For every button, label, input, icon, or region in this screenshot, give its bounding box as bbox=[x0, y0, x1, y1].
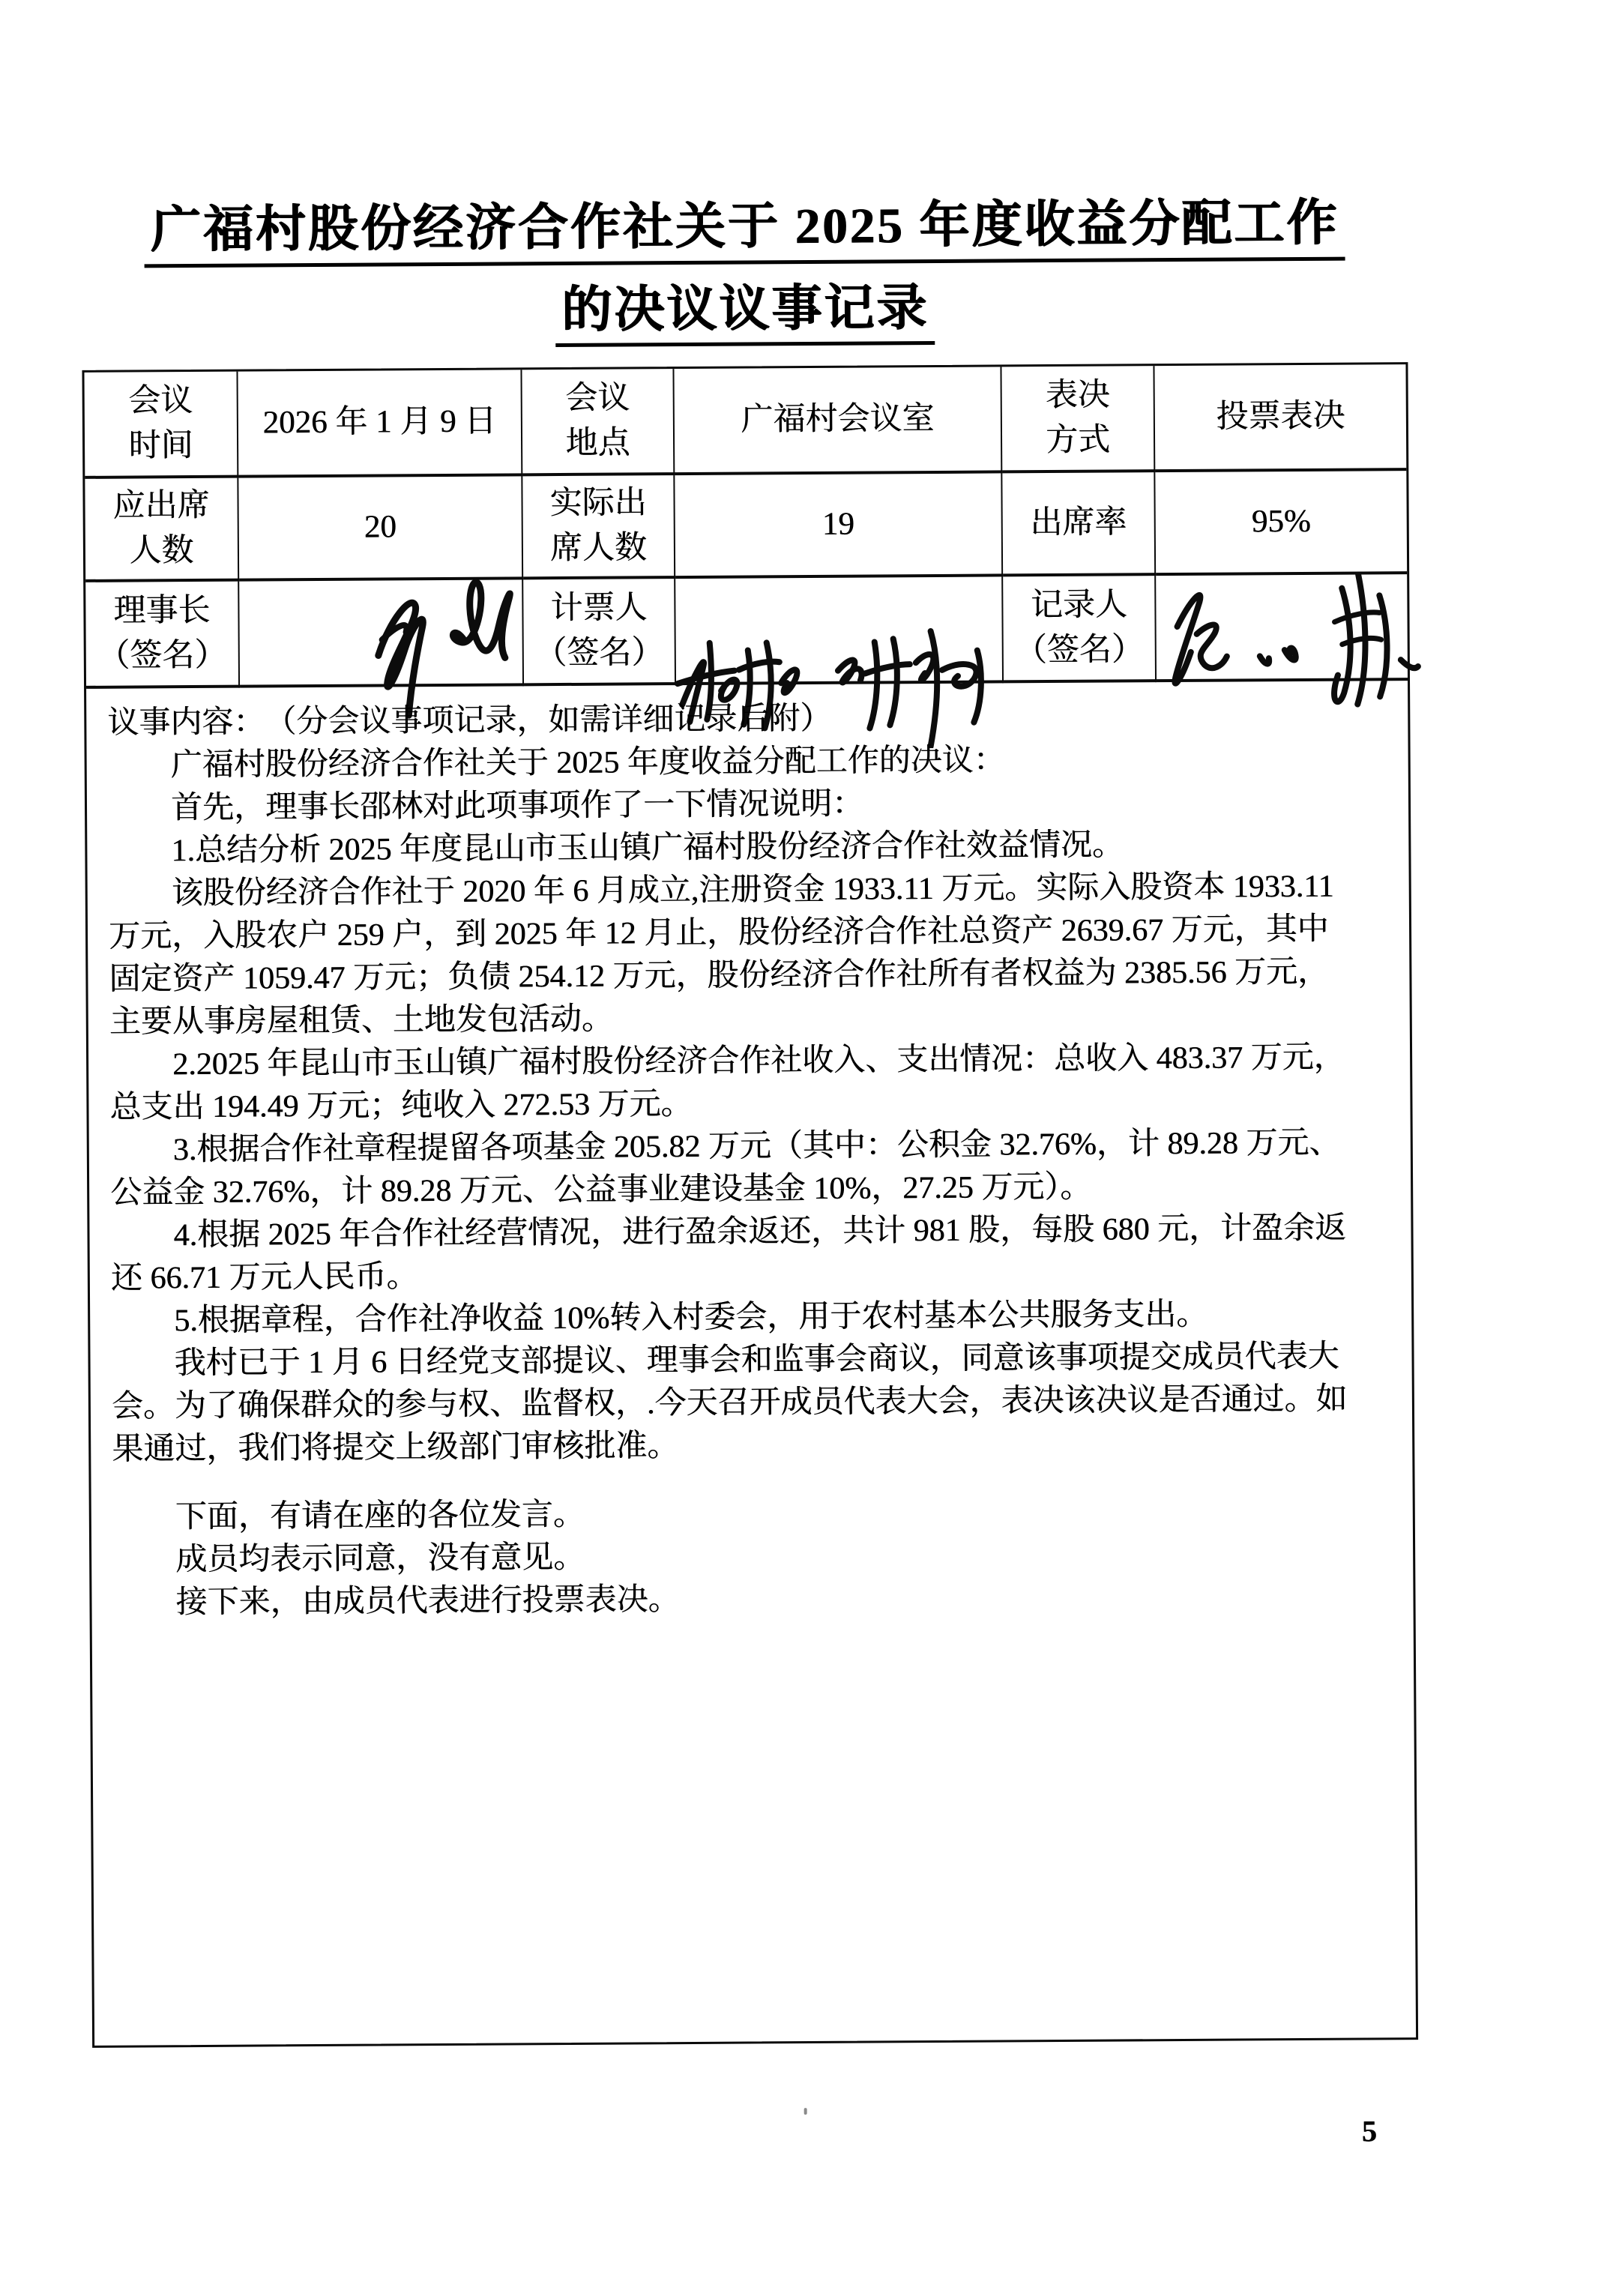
content-line: 下面，有请在座的各位发言。 bbox=[112, 1497, 585, 1535]
content-line: 4.根据 2025 年合作社经营情况，进行盈余返还，共计 981 股，每股 680 元，计盈余返 bbox=[110, 1211, 1347, 1253]
label-vote-method: 表决 方式 bbox=[1001, 366, 1155, 473]
content-line: 成员均表示同意，没有意见。 bbox=[112, 1540, 585, 1578]
label-chairman-signature: 理事长 （签名） bbox=[85, 582, 240, 689]
cell-recorder-signature bbox=[1156, 574, 1408, 682]
page-number: 5 bbox=[1361, 2114, 1377, 2148]
content-line: 3.根据合作社章程提留各项基金 205.82 万元（其中：公积金 32.76%，计 89.28 万元、 bbox=[109, 1125, 1341, 1168]
content-line: 主要从事房屋租赁、土地发包活动。 bbox=[109, 1001, 613, 1040]
value-meeting-time: 2026 年 1 月 9 日 bbox=[238, 370, 522, 477]
content-line: 首先，理事长邵林对此项事项作了一下情况说明： bbox=[107, 786, 864, 826]
content-line: 我村已于 1 月 6 日经党支部提议、理事会和监事会商议，同意该事项提交成员代表大 bbox=[111, 1339, 1339, 1381]
meeting-info-table bbox=[82, 362, 1418, 2048]
meeting-minutes-content bbox=[86, 681, 1416, 2046]
cell-chairman-signature bbox=[239, 579, 524, 687]
document-title-line-2: 的决议议事记录 bbox=[555, 281, 935, 348]
content-line: 万元，入股农户 259 户，到 2025 年 12 月止，股份经济合作社总资产 2639.67 万元，其中 bbox=[108, 912, 1329, 954]
cell-teller-signature bbox=[675, 576, 1004, 685]
content-line: 果通过，我们将提交上级部门审核批准。 bbox=[112, 1429, 679, 1467]
label-recorder-signature: 记录人 （签名） bbox=[1003, 576, 1157, 683]
label-teller-signature: 计票人 （签名） bbox=[523, 579, 676, 686]
content-line: 固定资产 1059.47 万元；负债 254.12 万元，股份经济合作社所有者权益为 2385.56 万元， bbox=[109, 954, 1330, 997]
content-line: 接下来，由成员代表进行投票表决。 bbox=[112, 1582, 680, 1621]
value-attendance-rate: 95% bbox=[1155, 471, 1407, 576]
label-meeting-place: 会议 地点 bbox=[522, 369, 675, 476]
label-expected-attendees: 应出席 人数 bbox=[85, 478, 239, 582]
content-line: 广福村股份经济合作社关于 2025 年度收益分配工作的决议： bbox=[107, 743, 1005, 783]
value-actual-attendees: 19 bbox=[675, 473, 1003, 579]
label-actual-attendees: 实际出 席人数 bbox=[522, 475, 675, 579]
scan-artifact-dot bbox=[804, 2108, 807, 2115]
content-line: 总支出 194.49 万元；纯收入 272.53 万元。 bbox=[109, 1086, 693, 1125]
content-line: 还 66.71 万元人民币。 bbox=[110, 1259, 418, 1296]
content-line: 议事内容： （分会议事项记录，如需详细记录后附） bbox=[107, 701, 832, 741]
document-title-line-1: 广福村股份经济合作社关于 2025 年度收益分配工作 bbox=[144, 196, 1345, 268]
content-line: 该股份经济合作社于 2020 年 6 月成立,注册资金 1933.11 万元。实际入股资本 1933.11 bbox=[108, 869, 1334, 912]
document-title bbox=[82, 196, 1408, 350]
content-line: 会。为了确保群众的参与权、监督权，.今天召开成员代表大会，表决该决议是否通过。如 bbox=[111, 1381, 1348, 1424]
content-line: 2.2025 年昆山市玉山镇广福村股份经济合作社收入、支出情况：总收入 483.37 万元， bbox=[109, 1040, 1345, 1082]
content-line: 公益金 32.76%，计 89.28 万元、公益事业建设基金 10%，27.25 万元）。 bbox=[110, 1169, 1092, 1211]
value-expected-attendees: 20 bbox=[238, 476, 523, 581]
content-line: 1.总结分析 2025 年度昆山市玉山镇广福村股份经济合作社效益情况。 bbox=[108, 828, 1124, 869]
value-vote-method: 投票表决 bbox=[1154, 364, 1406, 472]
value-meeting-place: 广福村会议室 bbox=[674, 367, 1002, 475]
content-line: 5.根据章程，合作社净收益 10%转入村委会，用于农村基本公共服务支出。 bbox=[111, 1297, 1208, 1339]
label-attendance-rate: 出席率 bbox=[1002, 472, 1156, 576]
label-meeting-time: 会议 时间 bbox=[84, 372, 238, 479]
